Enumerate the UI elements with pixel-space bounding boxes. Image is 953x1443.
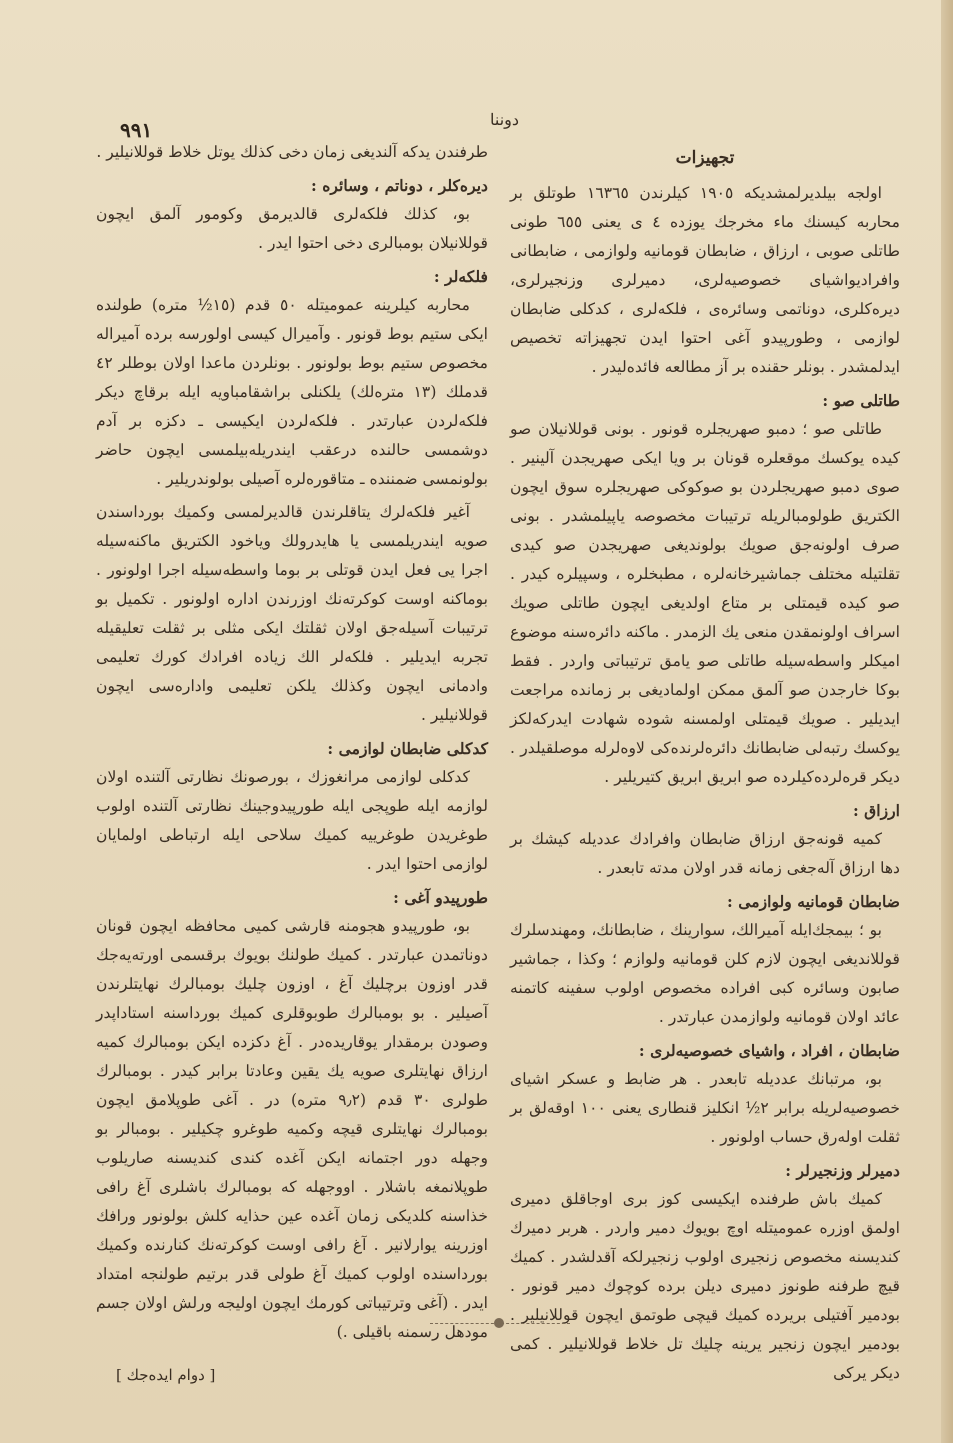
page-separator-ornament (494, 1318, 504, 1328)
section-text: بو، مرتبانك عدديله تابعدر . هر ضابط و عسكر اشياى خصوصيه‌لريله برابر ٢½ انكليز قنطارى يعنى ١٠٠ اوقه‌لق بر ثقلت اوله‌رق حساب اولونور . (510, 1070, 900, 1146)
section-heading: ضابطان قومانيه ولوازمى : (727, 892, 900, 911)
section-text: آغير فلكه‌لرك يتاقلرندن قالديرلمسى وكميك بورداسندن صويه ايندريلمسى يا هايدرولك وياخود الكتريق ماكنه‌سيله اجرا يى فعل ايدن قوتلى بر بوما واسطه‌سيله اجرا اولونور . بوماكنه اوست كوكرته‌نك اوزرندن اداره اولونور . تكميل بو ترتيبات آسيله‌جق اولان ثقلتك ايكى مثلى بر ثقلت تعليقيله تجربه ايديلير . فلكه‌لر الك زياده افرادك كورك تعليمى وادمانى ايچون وكذلك يلكن تعليمى واداره‌سى ايچون قوللانيلير . (96, 503, 488, 724)
section-text: محاربه كيلرينه عموميتله ٥٠ قدم (١٥½ متره) طولنده ايكى ستيم بوط قونور . وآميرال كيسى اولورسه برده آميراله مخصوص ستيم بوط بولونور . بونلردن ماعدا اولان بوطلر ٤٢ قدملك (١٣ متره‌لك) يلكنلى براشقامباويه ايله برقاچ ديكر فلكه‌لردن عبارتدر . فلكه‌لردن ايكيسى ـ دكزه بر آدم دوشمسى حالنده درعقب ايندريله‌بيلمسى ايچون حاضر بولونمسى ضمننده ـ متاقوره‌لره آصيلى بولوندريلير . (96, 296, 488, 488)
section-text: بو، كذلك فلكه‌لرى قالديرمق وكومور آلمق ايچون قوللانيلان بومبالرى دخى احتوا ايدر . (96, 205, 488, 252)
section-heading: فلكه‌لر : (433, 267, 488, 286)
section-heading: كدكلى ضابطان لوازمى : (327, 739, 488, 758)
intro-paragraph: اولجه بيلديرلمشديكه ١٩٠٥ كيلرندن ١٦٣٦٥ طوتلق بر محاربه كيسنك ماء مخرجك يوزده ٤ ى يعنى ٦٥٥ طونى طاتلى صوبى ، ارزاق ، ضابطان قومانيه ولوازمى ، ضابطانى وافراديواشياى خصوصيه‌لرى، دميرلرى وزنجيرلرى، ديره‌كلرى، دوناتمى وسائره‌ى ، فلكه‌لرى ، كدكلى ضابطان لوازمى ، وطورپيدو آغى احتوا ايدن تجهيزاته تخصيص ايدلمشدر . بونلر حقنده بر آز مطالعه فائده‌ليدر . (510, 184, 900, 376)
section-text: كميك باش طرفنده ايكيسى كوز برى اوجاقلق دميرى اولمق اوزره عموميتله اوچ بويوك دمير واردر . هربر دميرك كنديسنه مخصوص زنجيرى اولوب زنجيرلكه آقدلشدر . كميك قيچ طرفنه طونوز دميرى ديلن برده كوچوك دمير قونور . بودمير آفتيلى بريرده كميك قيچى طوتمق ايچون قوللانيلير . بودمير ايچون زنجير يرينه چليك تل خلاط قوللانيلير . كمى ديكر يركى (510, 1190, 900, 1382)
section-heading: دميرلر وزنجيرلر : (785, 1161, 900, 1180)
section-text: بو ؛ بيمجك‌ايله آميرالك، سوارينك ، ضابطانك، ومهندسلرك قوللانديغى ايچون لازم كلن قومانيه ولوازم ؛ وكذا ، جماشير صابون وسائره كبى افراده مخصوص اولوب سفينه كاتمنه عائد اولان قومانيه ولوازمدن عبارتدر . (510, 921, 900, 1026)
right-column (510, 140, 900, 1392)
continuation-text: طرفندن يدكه آلنديغى زمان دخى كذلك يوتل خلاط قوللانيلير . (96, 143, 488, 161)
continued-note: [ دوام ايده‌جك ] (116, 1366, 216, 1384)
section-heading: ضابطان ، افراد ، واشياى خصوصيه‌لرى : (638, 1041, 900, 1060)
page-number: ٩٩١ (120, 118, 153, 142)
binding-edge (941, 0, 953, 1443)
section-heading: طاتلى صو : (822, 391, 900, 410)
running-title: دوننا (490, 110, 520, 129)
section-heading: ارزاق : (852, 801, 900, 820)
section-text: كميه قونه‌جق ارزاق ضابطان وافرادك عدديله كيشك بر دها ارزاق آله‌جغى زمانه قدر اولان مدته تابعدر . (510, 830, 900, 877)
section-text: بو، طورپيدو هجومنه قارشى كميى محافظه ايچون قونان دوناتمدن عبارتدر . كميك طولنك بويوك برقسمى اورته‌يه‌جك قدر اوزون برچليك آغ ، اوزون چليك بومبالرك نهايتلرندن آصيلير . بو بومبالرك طوبوقلرى كميك بورداسنه استاداپدر وصودن برمقدار يوقاريده‌در . آغ دكزده ايكن بومبالرك كميه ارزاق نهايتلرى صويه يك يقين وعادتا برابر كيدر . بومبالرك طولرى ٣٠ قدم (٩٫٢ متره) در . آغى طوپلامق ايچون بومبالرك نهايتلرى قيچه وكميه طوغرو چكيلير . بومبالر بو وجهله دور اجتمانه ايكن آغده كندى كنديسنه صاريلوب طوپلانمغه باشلار . اووجهله كه بومبالرك باشلرى آغ رافى خذاسنه كلديكى زمان آغده عين حذايه كلش بولونور ورافك اوزرينه يوارلانير . آغ رافى اوست كوكرته‌نك كنارنده وكميك بورداسنده اولوب كميك آغ طولى قدر برتيم طولنجه امتداد ايدر . (آغى وترتيباتى كورمك ايچون اوليجه ورلش اولان جسم مودهل رسمنه باقيلى .) (96, 917, 489, 1341)
left-column (96, 138, 488, 1390)
section-heading: ديره‌كلر ، دوناتم ، وسائره : (311, 176, 488, 195)
continued-note-wrapper (96, 1361, 488, 1390)
section-title: تجهيزات (675, 148, 735, 168)
section-text: كدكلى لوازمى مرانغوزك ، بورصونك نظارتى آلتنده اولان لوازمه ايله طوپجى ايله طورپيدوجينك نظارتى آلتنده اولوب طوغريدن طوغرييه كميك سلاحى ايله ارتباطى اولمايان لوازمى احتوا ايدر . (96, 768, 488, 873)
section-text: طاتلى صو ؛ دمبو صهريجلره قونور . بونى قوللانيلان صو كيده يوكسك موقعلره قونان بر ويا ايكى صهريجدن آلينير . صوى دمبو صهريجلردن بو صوكوكى صهريجلره سوق ايچون الكتريق طولومبالريله ترتيبات مخصوصه ياپيلمشدر . بونى صرف اولونه‌جق صويك بولونديغى صهريجدن صو كيدى تقلتيله مختلف جماشيرخانه‌لره ، مطبخلره ، وسپيلره كيدر . صو كيده قيمتلى بر متاع اولديغى ايچون طاتلى صويك اسراف اولونمقدن منعى يك الزمدر . ماكنه دائره‌سنه موضوع اميكلر واسطه‌سيله طاتلى صو يامق ترتيباتى واردر . فقط بوكا خارجدن صو آلمق ممكن اولماديغى بر زمانده مراجعت ايديلير . صويك قيمتلى اولمسنه شوده شهادت ايدركه‌لكز يوكسك رتبه‌لى ضابطانك دائره‌لرنده‌كى لاوه‌لرله موصلقيلدر . ديكر قره‌لرده‌كيلرده صو ابريق ابريق كتيريلير . (510, 420, 900, 786)
section-heading: طورپيدو آغى : (393, 888, 488, 907)
